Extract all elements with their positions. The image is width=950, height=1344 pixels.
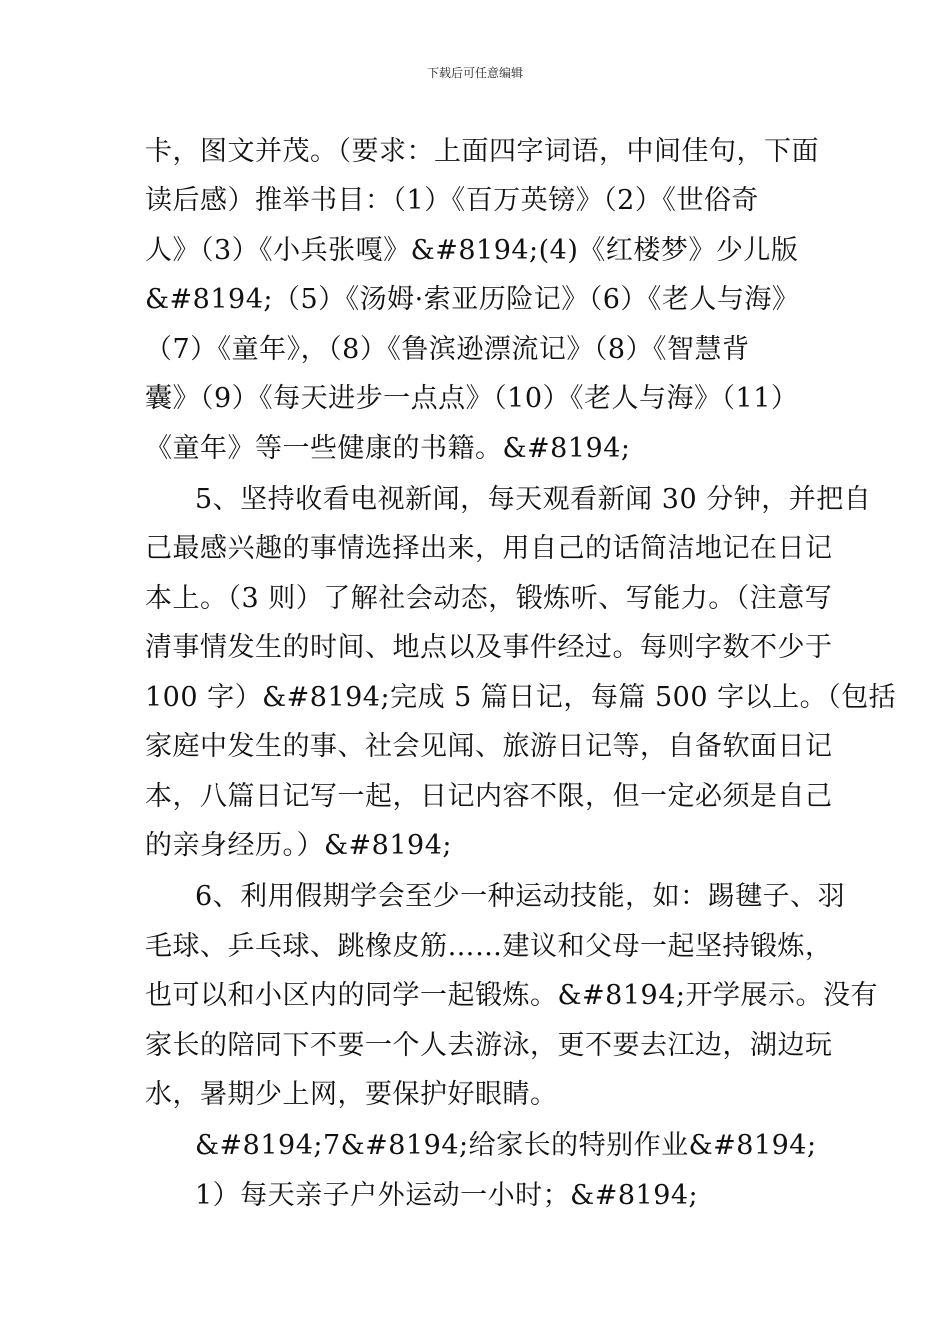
text-line: 毛球、乒乓球、跳橡皮筋……建议和父母一起坚持锻炼， (145, 931, 833, 962)
text-line: 也可以和小区内的同学一起锻炼。&#8194;开学展示。没有 (145, 980, 878, 1011)
paragraph-5-first-line: 5、坚持收看电视新闻，每天观看新闻 30 分钟，并把自 (195, 484, 872, 515)
text-line: 人》（3）《小兵张嘎》&#8194;(4)《红楼梦》少儿版 (145, 235, 799, 266)
section-7-heading: &#8194;7&#8194;给家长的特别作业&#8194; (195, 1130, 817, 1161)
text-line: 本，八篇日记写一起，日记内容不限，但一定必须是自己 (145, 781, 833, 812)
text-line: 卡，图文并茂。（要求：上面四字词语，中间佳句，下面 (145, 136, 819, 167)
text-line: 清事情发生的时间、地点以及事件经过。每则字数不少于 (145, 632, 833, 663)
text-line: 家长的陪同下不要一个人去游泳，更不要去江边，湖边玩 (145, 1030, 833, 1061)
list-item-1: 1）每天亲子户外运动一小时；&#8194; (195, 1180, 699, 1211)
text-line: 读后感）推举书目：（1）《百万英镑》（2）《世俗奇 (145, 185, 759, 216)
text-line: 本上。（3 则）了解社会动态，锻炼听、写能力。（注意写 (145, 583, 833, 614)
page-header-note: 下载后可任意编辑 (426, 66, 523, 80)
text-line: 家庭中发生的事、社会见闻、旅游日记等，自备软面日记 (145, 731, 833, 762)
text-line: 《童年》等一些健康的书籍。&#8194; (145, 433, 631, 464)
text-line: 己最感兴趣的事情选择出来，用自己的话简洁地记在日记 (145, 533, 833, 564)
text-line: 水，暑期少上网，要保护好眼睛。 (145, 1079, 558, 1110)
text-line: 100 字）&#8194;完成 5 篇日记，每篇 500 字以上。（包括 (145, 682, 897, 713)
paragraph-6-first-line: 6、利用假期学会至少一种运动技能，如：踢毽子、羽 (195, 881, 846, 912)
text-line: 囊》（9）《每天进步一点点》（10）《老人与海》（11） (145, 383, 799, 414)
text-line: （7）《童年》，（8）《鲁滨逊漂流记》（8）《智慧背 (145, 334, 750, 365)
text-line: 的亲身经历。）&#8194; (145, 830, 452, 861)
text-line: &#8194;（5）《汤姆·索亚历险记》（6）《老人与海》 (145, 284, 800, 315)
